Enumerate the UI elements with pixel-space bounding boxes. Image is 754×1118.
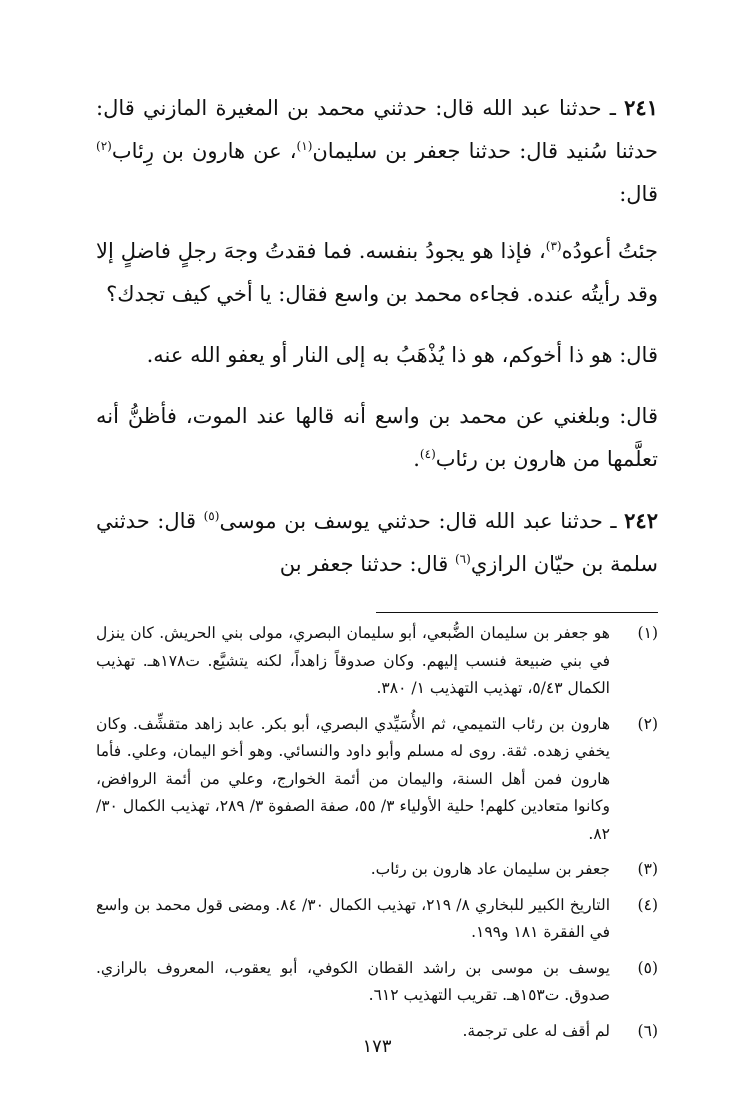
footnote-text: لم أقف له على ترجمة. (462, 1021, 610, 1040)
footnote-number: (١) (637, 624, 658, 642)
footnote-number: (٤) (637, 895, 658, 914)
footnote-number: (٣) (637, 860, 658, 878)
paragraph-242 (96, 499, 658, 586)
paragraph-text: قال: حدثنا جعفر بن (279, 552, 455, 576)
paragraph-241 (96, 86, 658, 216)
paragraph-visit (96, 230, 658, 316)
footnote-marker[interactable]: (٤) (419, 447, 436, 461)
footnote-marker[interactable]: (٦) (454, 552, 471, 566)
footnote-number: (٥) (637, 958, 658, 977)
footnote-text: التاريخ الكبير للبخاري ٨/ ٢١٩، تهذيب الكمال ٣٠/ ٨٤. ومضى قول محمد بن واسع في الفقرة ١٨١ و١٩٩. (96, 895, 611, 941)
paragraph-text: ، عن هارون بن رِئاب (111, 139, 297, 163)
footnote-divider (376, 612, 658, 613)
footnote-text: جعفر بن سليمان عاد هارون بن رئاب. (370, 860, 610, 878)
paragraph-text: قال: حدثني سلمة بن حيّان الرازي (96, 509, 658, 576)
paragraph-text: . (413, 447, 420, 471)
footnote-marker[interactable]: (١) (296, 139, 313, 153)
footnote-number: (٦) (637, 1021, 658, 1040)
paragraph-text: قال: وبلغني عن محمد بن واسع أنه قالها عند الموت، فأظنُّ أنه تعلَّمها من هارون بن رئاب (96, 404, 658, 471)
footnote-marker[interactable]: (٥) (203, 509, 220, 523)
footnote-number: (٢) (637, 714, 658, 733)
footnote (96, 711, 658, 849)
footnote (96, 856, 658, 884)
page-number: ١٧٣ (362, 1036, 392, 1057)
entry-number: ٢٤١ (624, 95, 658, 120)
footnote (96, 892, 658, 947)
paragraph-text: ـ حدثنا عبد الله قال: حدثني محمد بن المغيرة المازني قال: حدثنا سُنيد قال: حدثنا جعفر بن سليمان (96, 96, 658, 163)
footnote-text: هارون بن رئاب التميمي، ثم الأُسَيِّدي البصري، أبو بكر. عابد زاهد متقشِّف. وكان يخفي زهده. ثقة. روى له مسلم وأبو داود والنسائي. وهو أخو اليمان، وعلي. فأما هارون فمن أهل السنة، واليمان من أئمة الخوارج، وعلي من أئمة الروافض، وكانوا متعادين كلهم! حلية الأولياء ٣/ ٥٥، صفة الصفوة ٣/ ٢٨٩، تهذيب الكمال ٣٠/ ٨٢. (96, 714, 610, 843)
paragraph-text: جئتُ أعودُه (561, 239, 658, 263)
footnote-marker[interactable]: (٢) (96, 139, 112, 153)
entry-number: ٢٤٢ (624, 508, 658, 533)
paragraph-reply: قال: هو ذا أخوكم، هو ذا يُذْهَبُ به إلى النار أو يعفو الله عنه. (146, 343, 658, 367)
footnote (96, 955, 658, 1010)
paragraph-text: ، فإذا هو يجودُ بنفسه. فما فقدتُ وجهَ رجلٍ فاضلٍ إلا وقد رأيتُه عنده. فجاءه محمد بن واسع فقال: يا أخي كيف تجدك؟ (96, 239, 658, 306)
footnote (96, 620, 658, 703)
footnotes (96, 620, 658, 1053)
paragraph-text: قال: (619, 182, 658, 206)
main-text (96, 86, 658, 600)
paragraph-text: ـ حدثنا عبد الله قال: حدثني يوسف بن موسى (219, 509, 625, 533)
footnote-text: يوسف بن موسى بن راشد القطان الكوفي، أبو يعقوب، المعروف بالرازي. صدوق. ت١٥٣هـ. تقريب التهذيب ٦١٢. (96, 958, 610, 1004)
footnote-marker[interactable]: (٣) (545, 239, 562, 253)
footnote-text: هو جعفر بن سليمان الضُّبعي، أبو سليمان البصري، مولى بني الحريش. كان ينزل في بني ضبيعة فنسب إليهم. وكان صدوقاً زاهداً، لكنه يتشيَّع. ت١٧٨هـ. تهذيب الكمال ٥/٤٣، تهذيب التهذيب ١/ ٣٨٠. (96, 624, 610, 697)
paragraph-narration (96, 395, 658, 481)
